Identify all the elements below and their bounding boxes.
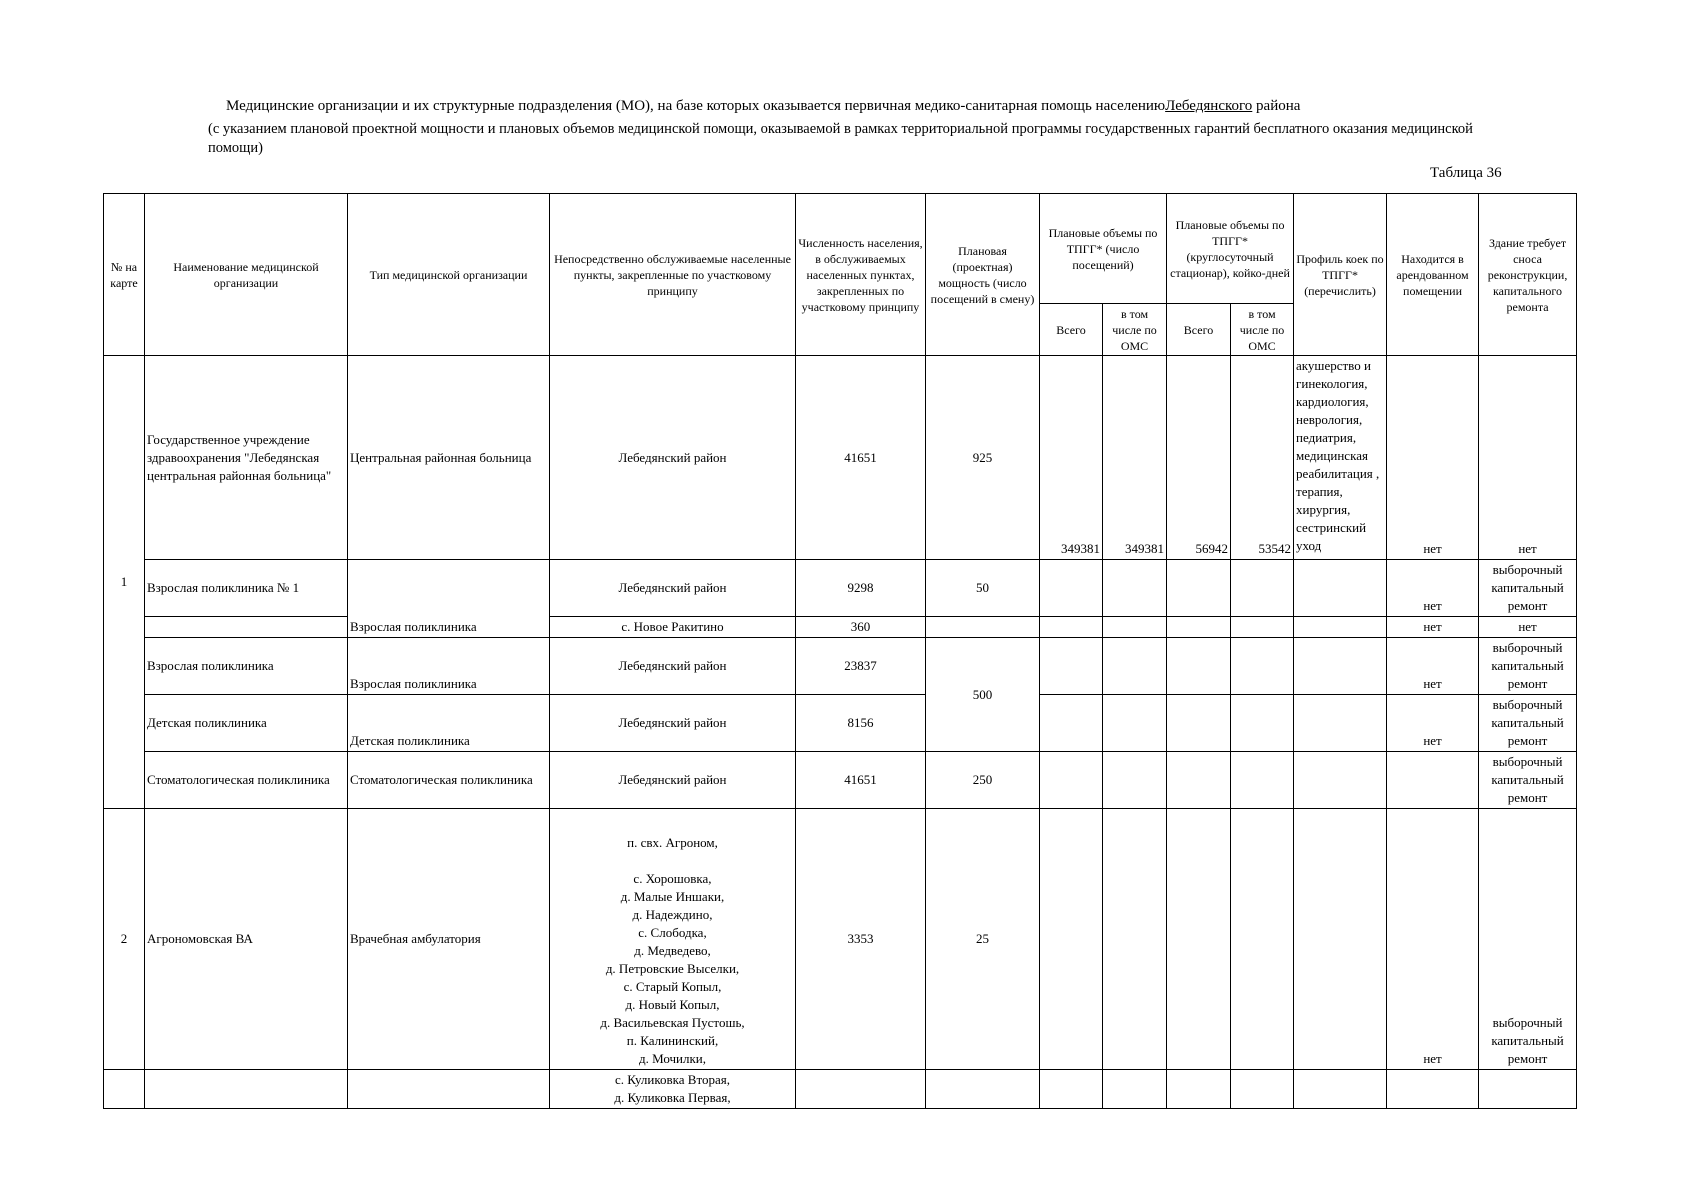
org-name: Взрослая поликлиника № 1	[145, 560, 348, 617]
rented: нет	[1387, 809, 1479, 1070]
org-name: Стоматологическая поликлиника	[145, 752, 348, 809]
table-row	[104, 1070, 1577, 1109]
title-prefix: Медицинские организации и их структурные подразделения (МО), на базе которых оказывается первичная медико-санитарная помощь населению	[226, 98, 1166, 114]
title-suffix: района	[1252, 98, 1301, 114]
table-row	[104, 695, 1577, 752]
capacity: 925	[926, 356, 1040, 560]
population: 8156	[796, 695, 926, 752]
table-number: Таблица 36	[1430, 165, 1502, 181]
settlement-item: с. Слободка,	[638, 925, 707, 940]
settlements-rest	[552, 870, 793, 1068]
rented: нет	[1387, 695, 1479, 752]
settlements: Лебедянский район	[550, 356, 796, 560]
header-rented: Находится в арендованном помещении	[1387, 194, 1479, 356]
header-beds-total: Всего	[1167, 304, 1231, 356]
population: 360	[796, 617, 926, 638]
settlements: Лебедянский район	[550, 560, 796, 617]
rented: нет	[1387, 356, 1479, 560]
table-row	[104, 560, 1577, 617]
building-status: выборочный капитальный ремонт	[1479, 809, 1577, 1070]
header-bed-days: Плановые объемы по ТПГГ* (круглосуточный стационар), койко-дней	[1167, 194, 1294, 304]
building-status: выборочный капитальный ремонт	[1479, 560, 1577, 617]
population: 41651	[796, 356, 926, 560]
beds-oms: 53542	[1231, 356, 1294, 560]
beds-total: 56942	[1167, 356, 1231, 560]
population: 41651	[796, 752, 926, 809]
header-map-no: № на карте	[104, 194, 145, 356]
capacity: 500	[926, 638, 1040, 752]
header-population: Численность населения, в обслуживаемых населенных пунктах, закрепленных по участковому принципу	[796, 194, 926, 356]
capacity: 250	[926, 752, 1040, 809]
org-type: Взрослая поликлиника	[348, 638, 550, 695]
capacity: 50	[926, 560, 1040, 617]
header-visits: Плановые объемы по ТПГГ* (число посещений)	[1040, 194, 1167, 304]
settlements-rest	[552, 1071, 793, 1107]
header-building: Здание требует сноса реконструкции, капитального ремонта	[1479, 194, 1577, 356]
settlement-item: с. Куликовка Вторая,	[615, 1072, 730, 1087]
settlement-item: д. Куликовка Первая,	[614, 1090, 731, 1105]
org-name: Агрономовская ВА	[145, 809, 348, 1070]
spacer	[552, 852, 793, 870]
settlement-item: д. Васильевская Пустошь,	[600, 1015, 745, 1030]
header-org-name: Наименование медицинской организации	[145, 194, 348, 356]
settlement-item: д. Медведево,	[634, 943, 711, 958]
table-row	[104, 617, 1577, 638]
header-visits-oms: в том числе по ОМС	[1103, 304, 1167, 356]
header-beds-oms: в том числе по ОМС	[1231, 304, 1294, 356]
population: 9298	[796, 560, 926, 617]
table-row	[104, 752, 1577, 809]
bed-profile: акушерство и гинекология, кардиология, неврология, педиатрия, медицинская реабилитация , терапия, хирургия, сестринский уход	[1294, 356, 1387, 560]
rented: нет	[1387, 560, 1479, 617]
settlement-item: д. Мочилки,	[638, 1051, 707, 1066]
document-subtitle: (с указанием плановой проектной мощности и плановых объемов медицинской помощи, оказываемой в рамках территориальной программы государственных гарантий бесплатного оказания медицинской помощи)	[208, 121, 1473, 156]
table-row	[104, 638, 1577, 695]
settlement-item: д. Малые Иншаки,	[620, 889, 725, 904]
settlement-item: с. Хорошовка,	[633, 871, 712, 886]
map-number: 1	[104, 356, 145, 809]
settlements: с. Новое Ракитино	[550, 617, 796, 638]
building-status: выборочный капитальный ремонт	[1479, 638, 1577, 695]
settlement-item: п. Калининский,	[626, 1033, 719, 1048]
org-name: Взрослая поликлиника	[145, 638, 348, 695]
table-row	[104, 356, 1577, 560]
map-number: 2	[104, 809, 145, 1070]
org-type: Детская поликлиника	[348, 695, 550, 752]
settlement-item: д. Новый Копыл,	[625, 997, 720, 1012]
capacity: 25	[926, 809, 1040, 1070]
org-type: Стоматологическая поликлиника	[348, 752, 550, 809]
table-header	[104, 194, 1577, 356]
header-capacity: Плановая (проектная) мощность (число посещений в смену)	[926, 194, 1040, 356]
table-row	[104, 809, 1577, 1070]
rented: нет	[1387, 638, 1479, 695]
medical-organizations-table	[103, 193, 1577, 1109]
header-settlements: Непосредственно обслуживаемые населенные пункты, закрепленные по участковому принципу	[550, 194, 796, 356]
population: 3353	[796, 809, 926, 1070]
header-bed-profile: Профиль коек по ТПГГ* (перечислить)	[1294, 194, 1387, 356]
settlements: Лебедянский район	[550, 752, 796, 809]
settlements: Лебедянский район	[550, 638, 796, 695]
building-status: выборочный капитальный ремонт	[1479, 752, 1577, 809]
document-title	[226, 98, 1300, 115]
building-status: выборочный капитальный ремонт	[1479, 695, 1577, 752]
settlement-item: д. Надеждино,	[632, 907, 713, 922]
visits-oms: 349381	[1103, 356, 1167, 560]
rented: нет	[1387, 617, 1479, 638]
population: 23837	[796, 638, 926, 695]
org-type: Взрослая поликлиника	[348, 560, 550, 638]
header-org-type: Тип медицинской организации	[348, 194, 550, 356]
org-type: Центральная районная больница	[348, 356, 550, 560]
org-name: Детская поликлиника	[145, 695, 348, 752]
building-status: нет	[1479, 617, 1577, 638]
settlements-list	[550, 1070, 796, 1109]
org-type: Врачебная амбулатория	[348, 809, 550, 1070]
header-visits-total: Всего	[1040, 304, 1103, 356]
org-name: Государственное учреждение здравоохранения "Лебедянская центральная районная больница"	[145, 356, 348, 560]
building-status: нет	[1479, 356, 1577, 560]
settlements: Лебедянский район	[550, 695, 796, 752]
settlements-list	[550, 809, 796, 1070]
settlement-item: д. Петровские Выселки,	[605, 961, 740, 976]
table-body	[104, 356, 1577, 1109]
settlement-item: с. Старый Копыл,	[623, 979, 722, 994]
visits-total: 349381	[1040, 356, 1103, 560]
settlement-item: п. свх. Агроном,	[627, 835, 718, 850]
title-district: Лебедянского	[1165, 98, 1253, 114]
